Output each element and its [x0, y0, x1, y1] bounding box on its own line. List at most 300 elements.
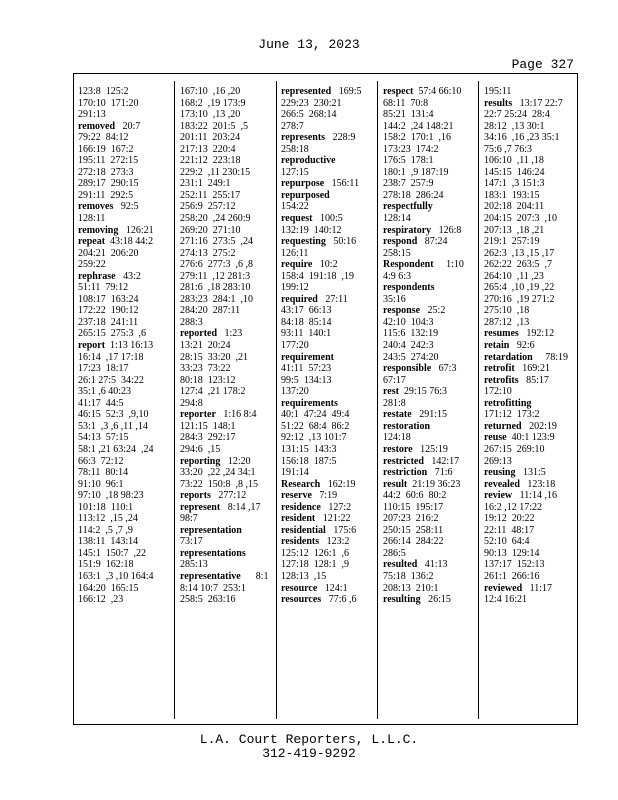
index-term: reported: [180, 328, 218, 340]
index-entry: [281, 525, 374, 537]
index-entry-continuation: [78, 178, 170, 190]
page-line-refs: 51:22 68:4 86:2: [281, 420, 350, 432]
page-line-refs: 266:14 284:22: [383, 536, 444, 548]
index-entry-continuation: [281, 421, 374, 433]
index-entry: [383, 456, 475, 468]
index-entry: [281, 479, 374, 491]
page-line-refs: 262:3 ,13 ,15 ,17: [484, 247, 555, 259]
page-line-refs: 177:20: [281, 340, 309, 352]
index-entry-continuation: [78, 479, 170, 491]
index-entry-continuation: [281, 121, 374, 133]
index-entry-continuation: [383, 548, 475, 560]
page-line-refs: 121:15 148:1: [180, 420, 236, 432]
index-term: reusing: [484, 467, 516, 479]
index-entry-continuation: [281, 456, 374, 468]
index-entry-continuation: [383, 502, 475, 514]
index-entry-continuation: [383, 109, 475, 121]
page-line-refs: 294:8: [180, 397, 203, 409]
page-line-refs: 13:21 20:24: [180, 340, 231, 352]
page-line-refs: 35:16: [383, 293, 406, 305]
page-line-refs: 124:1: [317, 582, 348, 594]
page-line-refs: 238:7 257:9: [383, 178, 434, 190]
index-term: restate: [383, 409, 412, 421]
page-line-refs: 101:18 110:1: [78, 501, 134, 513]
index-term: residents: [281, 536, 320, 548]
index-entry: [383, 594, 475, 606]
page-line-refs: 166:19 167:2: [78, 143, 134, 155]
index-term: restoration: [383, 420, 431, 432]
page-line-refs: 172:10: [484, 386, 512, 398]
index-entry-continuation: [383, 328, 475, 340]
index-term: respectfully: [383, 201, 433, 213]
page-line-refs: 252:11 255:17: [180, 189, 241, 201]
index-entry-continuation: [383, 490, 475, 502]
index-entry: [383, 363, 475, 375]
index-term: resident: [281, 513, 316, 525]
page-line-refs: 168:2 ,19 173:9: [180, 97, 246, 109]
page-line-refs: 7:19: [311, 490, 338, 502]
index-entry-continuation: [78, 559, 170, 571]
page-line-refs: 85:17: [518, 374, 549, 386]
index-entry-continuation: [484, 409, 572, 421]
index-entry-continuation: [78, 502, 170, 514]
index-entry-continuation: [484, 536, 572, 548]
index-entry-continuation: [281, 467, 374, 479]
index-entry: [383, 86, 475, 98]
page-line-refs: 68:11 70:8: [383, 97, 429, 109]
page-line-refs: 124:18: [383, 432, 411, 444]
page-line-refs: 80:18 123:12: [180, 374, 236, 386]
page-line-refs: 284:20 287:11: [180, 305, 241, 317]
page-line-refs: 33:20 ,22 ,24 34:1: [180, 467, 256, 479]
page-line-refs: 128:13 ,15: [281, 570, 327, 582]
page-line-refs: 285:13: [180, 559, 208, 571]
index-entry: [383, 444, 475, 456]
index-entry-continuation: [281, 167, 374, 179]
page-line-refs: 33:23 73:22: [180, 363, 231, 375]
index-entry-continuation: [180, 583, 272, 595]
index-term: represented: [281, 86, 332, 97]
page-line-refs: 131:5: [515, 467, 546, 479]
page-line-refs: 128:14: [383, 213, 411, 225]
page-line-refs: 275:10 ,18: [484, 305, 530, 317]
page-line-refs: 256:9 257:12: [180, 201, 236, 213]
page-line-refs: 115:6 132:19: [383, 328, 439, 340]
page-line-refs: 281:6 ,18 283:10: [180, 282, 251, 294]
page-line-refs: 127:4 ,21 178:2: [180, 386, 246, 398]
index-entry-continuation: [180, 375, 272, 387]
index-entry-continuation: [484, 525, 572, 537]
page-line-refs: 21:19 36:23: [407, 478, 461, 490]
page-line-refs: 34:16 ,16 ,23 35:1: [484, 132, 560, 144]
index-term: representation: [180, 524, 242, 536]
page-line-refs: 166:12 ,23: [78, 594, 124, 606]
page-line-refs: 291:13: [78, 109, 106, 121]
page-line-refs: 261:1 266:16: [484, 570, 540, 582]
page-line-refs: 22:11 48:17: [484, 524, 535, 536]
index-entry-continuation: [180, 536, 272, 548]
page-number: Page 327: [511, 57, 574, 72]
page-line-refs: 121:22: [315, 513, 351, 525]
index-entry-continuation: [383, 352, 475, 364]
index-entry-continuation: [78, 328, 170, 340]
index-entry-continuation: [484, 213, 572, 225]
page-line-refs: 173:10 ,13 ,20: [180, 109, 241, 121]
index-entry: [484, 421, 572, 433]
index-term: reuse: [484, 432, 507, 444]
index-entry-continuation: [383, 271, 475, 283]
index-entry: [383, 259, 475, 271]
page-line-refs: 127:2: [320, 501, 352, 513]
index-term: resumes: [484, 328, 519, 340]
page-line-refs: 199:12: [281, 282, 309, 294]
index-entry: [281, 536, 374, 548]
page-line-refs: 195:11: [484, 86, 512, 97]
index-entry-continuation: [484, 571, 572, 583]
page-line-refs: 90:13 129:14: [484, 547, 540, 559]
page-line-refs: 156:11: [324, 178, 360, 190]
index-entry-continuation: [180, 132, 272, 144]
index-entry-continuation: [78, 144, 170, 156]
page-line-refs: 57:4 66:10: [413, 86, 462, 97]
index-entry-continuation: [78, 248, 170, 260]
index-entry-continuation: [484, 305, 572, 317]
index-entry: [281, 178, 374, 190]
page-line-refs: 294:6 ,15: [180, 443, 221, 455]
page-line-refs: 73:22 150:8 ,8 ,15: [180, 478, 259, 490]
index-term: result: [383, 478, 408, 490]
index-entry-continuation: [78, 317, 170, 329]
index-term: requirements: [281, 397, 338, 409]
index-term: returned: [484, 420, 522, 432]
index-entry-continuation: [78, 190, 170, 202]
index-entry-continuation: [484, 190, 572, 202]
page-line-refs: 259:22: [78, 259, 106, 271]
index-entry-continuation: [78, 305, 170, 317]
index-term: revealed: [484, 478, 520, 490]
page-line-refs: 278:7: [281, 120, 304, 132]
index-entry-continuation: [484, 444, 572, 456]
index-entry-continuation: [180, 271, 272, 283]
index-entry: [281, 86, 374, 98]
page-line-refs: 77:6 ,6: [321, 594, 357, 606]
index-entry-continuation: [484, 236, 572, 248]
page-line-refs: 145:1 150:7 ,22: [78, 547, 147, 559]
page-line-refs: 126:8: [431, 224, 462, 236]
index-entry-continuation: [484, 132, 572, 144]
index-entry-continuation: [281, 317, 374, 329]
index-term: restriction: [383, 467, 428, 479]
index-term: review: [484, 490, 513, 502]
page-line-refs: 113:12 ,15 ,24: [78, 513, 138, 525]
page-line-refs: 175:6: [325, 524, 357, 536]
index-entry-continuation: [383, 213, 475, 225]
index-term: repurpose: [281, 178, 325, 190]
page-line-refs: 54:13 57:15: [78, 432, 129, 444]
index-entry-continuation: [281, 409, 374, 421]
page-line-refs: 11:14 ,16: [512, 490, 558, 502]
index-entry-continuation: [383, 513, 475, 525]
page-line-refs: 75:6 ,7 76:3: [484, 143, 533, 155]
page-line-refs: 40:1 123:9: [506, 432, 555, 444]
page-line-refs: 202:19: [521, 420, 557, 432]
index-entry-continuation: [180, 594, 272, 606]
index-entry-continuation: [281, 375, 374, 387]
page-line-refs: 138:11 143:14: [78, 536, 139, 548]
index-entry-continuation: [78, 432, 170, 444]
page-line-refs: 97:10 ,18 98:23: [78, 490, 144, 502]
index-entry-continuation: [484, 317, 572, 329]
index-entry-continuation: [180, 225, 272, 237]
page-line-refs: 208:13 210:1: [383, 582, 439, 594]
page-line-refs: 154:22: [281, 201, 309, 213]
index-term: represent: [180, 501, 221, 513]
page-line-refs: 231:1 249:1: [180, 178, 231, 190]
page-line-refs: 191:14: [281, 467, 309, 479]
index-entry-continuation: [484, 559, 572, 571]
page-line-refs: 170:10 171:20: [78, 97, 139, 109]
page-line-refs: 267:15 269:10: [484, 443, 545, 455]
column-divider: [377, 81, 378, 719]
footer-phone: 312-419-9292: [262, 746, 356, 761]
index-entry-continuation: [383, 583, 475, 595]
page-line-refs: 167:10 ,16 ,20: [180, 86, 241, 97]
index-entry-continuation: [484, 109, 572, 121]
index-entry: [484, 328, 572, 340]
index-entry-continuation: [484, 167, 572, 179]
index-term: removes: [78, 201, 114, 213]
page-line-refs: 258:5 263:16: [180, 594, 236, 606]
page-line-refs: 221:12 223:18: [180, 155, 241, 167]
page-line-refs: 162:19: [320, 478, 356, 490]
index-entry-continuation: [281, 201, 374, 213]
index-entry: [484, 340, 572, 352]
page-line-refs: 100:5: [312, 213, 343, 225]
page-line-refs: 258:18: [281, 143, 309, 155]
index-entry-continuation: [383, 340, 475, 352]
column-divider: [478, 81, 479, 719]
page-line-refs: 114:2 ,5 ,7 ,9: [78, 524, 133, 536]
index-entry: [383, 201, 475, 213]
index-entry-continuation: [281, 98, 374, 110]
page-line-refs: 272:18 273:3: [78, 166, 134, 178]
index-entry-continuation: [78, 409, 170, 421]
page-line-refs: 123:2: [319, 536, 350, 548]
index-entry: [78, 340, 170, 352]
index-entry-continuation: [180, 98, 272, 110]
index-entry: [281, 502, 374, 514]
page-line-refs: 16:2 ,12 17:22: [484, 501, 543, 513]
index-entry-continuation: [180, 398, 272, 410]
index-entry-continuation: [78, 132, 170, 144]
page-line-refs: 92:12 ,13 101:7: [281, 432, 347, 444]
index-entry-continuation: [484, 259, 572, 271]
index-term: report: [78, 340, 106, 352]
page-line-refs: 53:1 ,3 ,6 ,11 ,14: [78, 420, 148, 432]
index-term: residential: [281, 524, 326, 536]
index-column-2: [180, 86, 272, 606]
index-entry-continuation: [281, 282, 374, 294]
page-line-refs: 1:10: [433, 259, 464, 271]
index-term: restricted: [383, 455, 424, 467]
page-line-refs: 265:15 275:3 ,6: [78, 328, 147, 340]
page-line-refs: 192:12: [518, 328, 555, 340]
index-entry-continuation: [180, 213, 272, 225]
index-entry: [180, 502, 272, 514]
page-line-refs: 228:9: [325, 132, 356, 144]
index-entry: [281, 294, 374, 306]
index-entry: [180, 409, 272, 421]
page-line-refs: 11:17: [522, 582, 553, 594]
index-entry-continuation: [78, 352, 170, 364]
page-line-refs: 46:15 52:3 ,9,10: [78, 409, 149, 421]
page-line-refs: 51:11 79:12: [78, 282, 129, 294]
index-entry-continuation: [281, 144, 374, 156]
page-line-refs: 125:12 126:1 ,6: [281, 547, 350, 559]
index-entry: [281, 490, 374, 502]
page-line-refs: 131:15 143:3: [281, 443, 337, 455]
page-line-refs: 271:16 273:5 ,24: [180, 236, 254, 248]
page-line-refs: 201:11 203:24: [180, 132, 241, 144]
index-entry-continuation: [78, 490, 170, 502]
page-line-refs: 274:13 275:2: [180, 247, 236, 259]
page-line-refs: 144:2 ,24 148:21: [383, 120, 454, 132]
page-line-refs: 52:10 64:4: [484, 536, 530, 548]
page-line-refs: 19:12 20:22: [484, 513, 535, 525]
index-entry-continuation: [383, 398, 475, 410]
index-entry-continuation: [180, 444, 272, 456]
page-line-refs: 137:20: [281, 386, 309, 398]
index-entry-continuation: [180, 432, 272, 444]
index-entry-continuation: [383, 167, 475, 179]
page-line-refs: 180:1 ,9 187:19: [383, 166, 449, 178]
column-divider: [276, 81, 277, 719]
page-line-refs: 27:11: [317, 293, 348, 305]
index-entry-continuation: [383, 536, 475, 548]
index-entry-continuation: [180, 363, 272, 375]
page-line-refs: 217:13 220:4: [180, 143, 236, 155]
page-line-refs: 281:8: [383, 397, 406, 409]
page-line-refs: 132:19 140:12: [281, 224, 342, 236]
page-line-refs: 278:18 286:24: [383, 189, 444, 201]
index-term: resources: [281, 594, 322, 606]
page-line-refs: 250:15 258:11: [383, 524, 444, 536]
page-line-refs: 22:7 25:24 28:4: [484, 109, 550, 121]
index-entry: [281, 155, 374, 167]
index-entry-continuation: [180, 259, 272, 271]
page-line-refs: 277:12: [210, 490, 247, 502]
index-entry-continuation: [484, 86, 572, 98]
index-entry-continuation: [180, 340, 272, 352]
page-line-refs: 92:5: [113, 201, 139, 213]
index-entry: [383, 409, 475, 421]
column-divider: [174, 81, 175, 719]
index-term: retrofits: [484, 374, 519, 386]
page-line-refs: 151:9 162:18: [78, 559, 134, 571]
page-line-refs: 172:22 190:12: [78, 305, 139, 317]
index-entry-continuation: [484, 201, 572, 213]
page-line-refs: 156:18 187:5: [281, 455, 337, 467]
index-entry-continuation: [281, 248, 374, 260]
index-entry-continuation: [180, 155, 272, 167]
page-line-refs: 40:1 47:24 49:4: [281, 409, 350, 421]
page-line-refs: 288:3: [180, 316, 203, 328]
index-entry: [281, 594, 374, 606]
footer-company: L.A. Court Reporters, L.L.C.: [199, 732, 419, 747]
index-entry-continuation: [281, 571, 374, 583]
page-line-refs: 276:6 277:3 ,6 ,8: [180, 259, 254, 271]
index-entry-continuation: [78, 456, 170, 468]
index-entry-continuation: [281, 386, 374, 398]
index-entry-continuation: [78, 421, 170, 433]
index-entry-continuation: [383, 190, 475, 202]
page-line-refs: 291:15: [411, 409, 447, 421]
page-line-refs: 291:11 292:5: [78, 189, 134, 201]
page-line-refs: 169:5: [331, 86, 362, 97]
index-term: reproductive: [281, 155, 336, 167]
index-term: representations: [180, 547, 246, 559]
index-entry: [484, 352, 572, 364]
page-line-refs: 128:11: [78, 213, 106, 225]
index-entry: [180, 548, 272, 560]
page-line-refs: 287:12 ,13: [484, 316, 530, 328]
index-entry-continuation: [78, 386, 170, 398]
index-entry-continuation: [383, 375, 475, 387]
index-term: residence: [281, 501, 321, 513]
page-line-refs: 229:23 230:21: [281, 97, 342, 109]
page-line-refs: 266:5 268:14: [281, 109, 337, 121]
index-entry-continuation: [78, 583, 170, 595]
page-line-refs: 8:14 ,17: [220, 501, 261, 513]
index-term: representative: [180, 570, 241, 582]
index-entry-continuation: [78, 398, 170, 410]
index-entry: [383, 421, 475, 433]
index-entry: [484, 432, 572, 444]
index-entry-continuation: [281, 225, 374, 237]
page-line-refs: 207:13 ,18 ,21: [484, 224, 545, 236]
index-entry-continuation: [383, 98, 475, 110]
index-entry: [281, 132, 374, 144]
page-line-refs: 173:23 174:2: [383, 143, 439, 155]
page-line-refs: 4:9 6:3: [383, 270, 412, 282]
index-entry-continuation: [78, 213, 170, 225]
page-line-refs: 41:11 57:23: [281, 363, 332, 375]
page-line-refs: 207:23 216:2: [383, 513, 439, 525]
index-column-5: [484, 86, 572, 606]
page-line-refs: 13:17 22:7: [512, 97, 563, 109]
index-term: repeat: [78, 236, 106, 248]
page-line-refs: 183:22 201:5 ,5: [180, 120, 249, 132]
index-term: reserve: [281, 490, 312, 502]
index-term: Respondent: [383, 259, 434, 271]
page-line-refs: 195:11 272:15: [78, 155, 139, 167]
page-line-refs: 44:2 60:6 80:2: [383, 490, 447, 502]
index-term: rest: [383, 386, 399, 398]
page-line-refs: 93:11 140:1: [281, 328, 332, 340]
page-line-refs: 258:20 ,24 260:9: [180, 213, 251, 225]
index-entry: [180, 525, 272, 537]
page-line-refs: 1:23: [217, 328, 243, 340]
index-entry: [78, 236, 170, 248]
index-entry-continuation: [180, 248, 272, 260]
index-entry-continuation: [78, 513, 170, 525]
index-term: resulted: [383, 559, 418, 571]
page-line-refs: 79:22 84:12: [78, 132, 129, 144]
page-line-refs: 286:5: [383, 547, 406, 559]
index-term: removing: [78, 224, 119, 236]
index-term: response: [383, 305, 421, 317]
page-line-refs: 262:22 263:5 ,7: [484, 259, 553, 271]
